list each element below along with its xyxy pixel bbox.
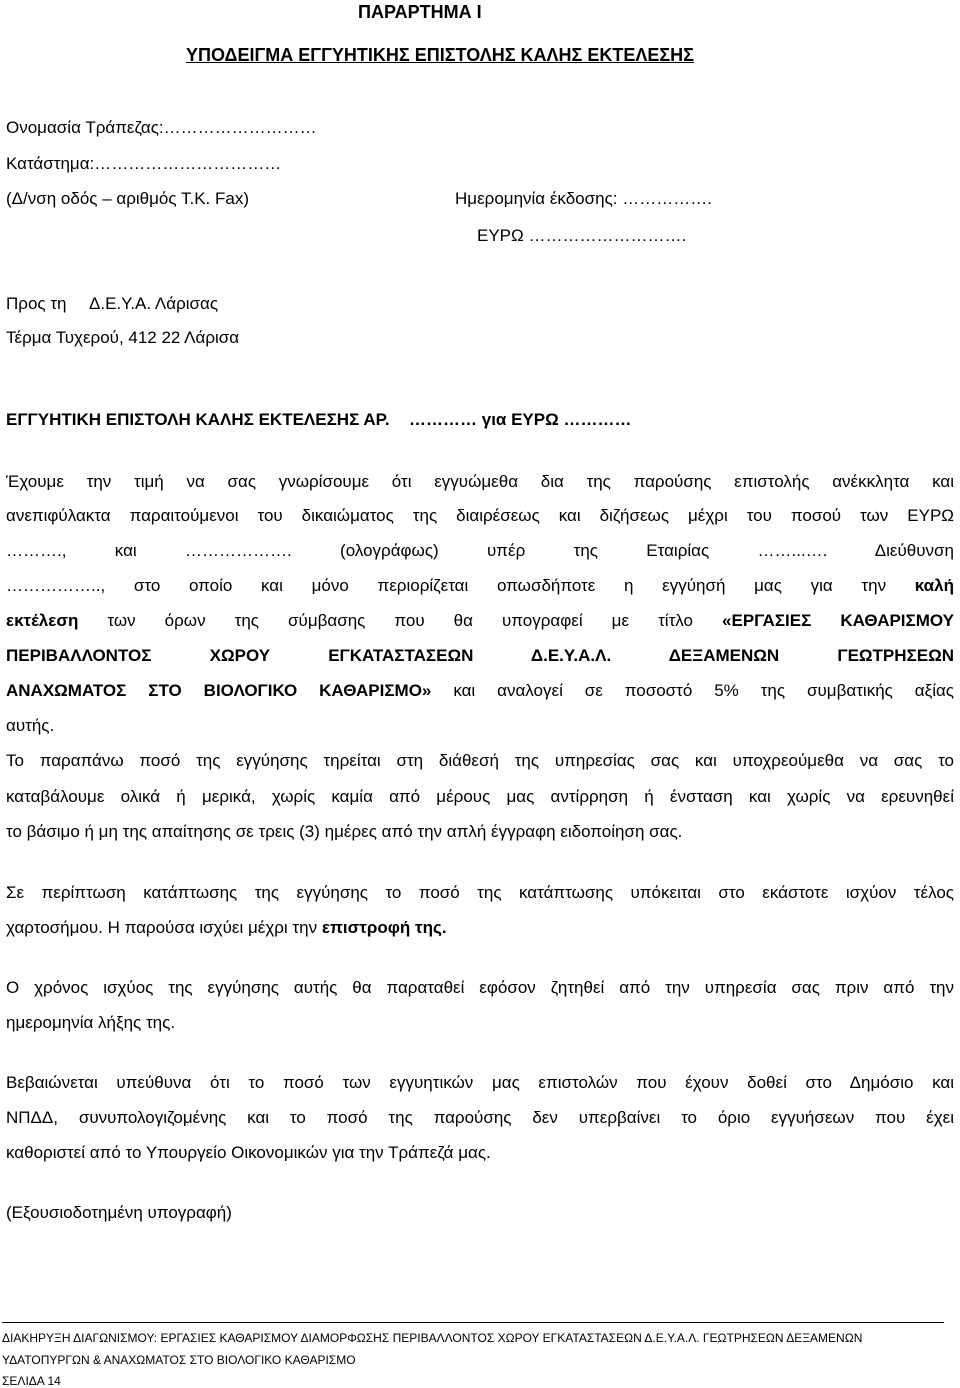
paragraph2-line3: το βάσιμο ή μη της απαίτησης σε τρεις (3) ημέρες από την απλή έγγραφη ειδοποίηση σας.: [6, 822, 683, 841]
subject-prefix: ΕΓΓΥΗΤΙΚΗ ΕΠΙΣΤΟΛΗ ΚΑΛΗΣ ΕΚΤΕΛΕΣΗΣ ΑΡ.: [6, 410, 390, 429]
paragraph1-line1: Έχουμε την τιμή να σας γνωρίσουμε ότι εγγυώμεθα δια της παρούσης επιστολής ανέκκλητα και: [6, 472, 954, 491]
bank-name-label: Ονομασία Τράπεζας:: [6, 118, 164, 137]
paragraph2-line2: καταβάλουμε ολικά ή μερικά, χωρίς καμία από μέρους μας αντίρρηση ή ένσταση και χωρίς να ερευνηθεί: [6, 787, 954, 806]
paragraph3-line1: Σε περίπτωση κατάπτωσης της εγγύησης το ποσό της κατάπτωσης υπόκειται στο εκάστοτε ισχύον τέλος: [6, 883, 954, 902]
paragraph3-line2-text: χαρτοσήμου. Η παρούσα ισχύει μέχρι την: [6, 918, 318, 937]
branch-label: Κατάστημα:: [6, 154, 95, 173]
paragraph1-line5-text: των όρων της σύμβασης που θα υπογραφεί με τίτλο: [107, 611, 693, 630]
paragraph1-line4: [6, 576, 954, 596]
footer-page: [2, 1374, 61, 1388]
recipient-line: [6, 294, 218, 314]
footer-rule: [2, 1322, 944, 1323]
paragraph1-line2: ανεπιφύλακτα παραιτούμενοι του δικαιώματος της διαιρέσεως και διζήσεως μέχρι του ποσού των ΕΥΡΩ: [6, 506, 954, 525]
paragraph1-line3: ………., και ………………. (ολογράφως) υπέρ της Εταιρίας ……...…. Διεύθυνση: [6, 541, 954, 560]
subject-rest: ………… για ΕΥΡΩ …………: [409, 410, 632, 429]
signature-line: (Εξουσιοδοτημένη υπογραφή): [6, 1203, 232, 1222]
bank-name-line: [6, 118, 317, 138]
paragraph5-line2: ΝΠΔΔ, συνυπολογιζομένης και το ποσό της παρούσης δεν υπερβαίνει το όριο εγγυήσεων που έχει: [6, 1108, 954, 1127]
recipient-to-label: Προς τη: [6, 294, 67, 313]
contract-title-part3: ΑΝΑΧΩΜΑΤΟΣ ΣΤΟ ΒΙΟΛΟΓΙΚΟ ΚΑΘΑΡΙΣΜΟ»: [6, 681, 432, 700]
issue-date-dots: …………….: [622, 189, 712, 208]
return-phrase: επιστροφή της.: [321, 918, 447, 937]
execution-word: εκτέλεση: [6, 611, 79, 630]
document-title: ΥΠΟΔΕΙΓΜΑ ΕΓΓΥΗΤΙΚΗΣ ΕΠΙΣΤΟΛΗΣ ΚΑΛΗΣ ΕΚΤΕΛΕΣΗΣ: [186, 45, 694, 65]
issue-date-label: Ημερομηνία έκδοσης:: [455, 189, 618, 208]
branch-line: [6, 154, 281, 174]
amount-dots: ……………………….: [528, 226, 687, 245]
footer-page-label: ΣΕΛΙΔΑ: [2, 1374, 45, 1388]
issue-date-line: [455, 189, 712, 209]
paragraph1-line8: αυτής.: [6, 716, 55, 735]
branch-dots: ……………………………: [94, 154, 282, 173]
paragraph1-line7-text: και αναλογεί σε ποσοστό 5% της συμβατικής αξίας: [453, 681, 954, 700]
paragraph1-line5: [6, 611, 954, 631]
amount-prefix: ΕΥΡΩ: [477, 226, 524, 245]
paragraph5-line1: Βεβαιώνεται υπεύθυνα ότι το ποσό των εγγυητικών μας επιστολών που έχουν δοθεί στο Δημόσιο και: [6, 1073, 954, 1092]
footer-line1: ΔΙΑΚΗΡΥΞΗ ΔΙΑΓΩΝΙΣΜΟΥ: ΕΡΓΑΣΙΕΣ ΚΑΘΑΡΙΣΜΟΥ ΔΙΑΜΟΡΦΩΣΗΣ ΠΕΡΙΒΑΛΛΟΝΤΟΣ ΧΩΡΟΥ ΕΓΚΑΤΑΣΤΑΣΕΩΝ Δ.Ε.Υ.Α.Λ. ΓΕΩΤΡΗΣΕΩΝ ΔΕΞΑΜΕΝΩΝ: [2, 1331, 863, 1345]
paragraph1-line7: [6, 681, 954, 701]
annex-heading: ΠΑΡΑΡΤΗΜΑ Ι: [358, 2, 482, 22]
contract-title-part2: ΠΕΡΙΒΑΛΛΟΝΤΟΣ ΧΩΡΟΥ ΕΓΚΑΤΑΣΤΑΣΕΩΝ Δ.Ε.Υ.Α.Λ. ΔΕΞΑΜΕΝΩΝ ΓΕΩΤΡΗΣΕΩΝ: [6, 646, 954, 665]
subject-line: [6, 410, 631, 430]
paragraph4-line2: ημερομηνία λήξης της.: [6, 1013, 176, 1032]
paragraph5-line3: καθοριστεί από το Υπουργείο Οικονομικών για την Τράπεζά μας.: [6, 1143, 491, 1162]
paragraph3-line2: [6, 918, 447, 938]
recipient-org: Δ.Ε.Υ.Α. Λάρισας: [89, 294, 219, 313]
footer-page-number: 14: [47, 1374, 61, 1388]
recipient-address: Τέρμα Τυχερού, 412 22 Λάρισα: [6, 328, 240, 347]
amount-line: [477, 226, 686, 246]
contract-title-part1: «ΕΡΓΑΣΙΕΣ ΚΑΘΑΡΙΣΜΟΥ: [722, 611, 954, 630]
bank-address: (Δ/νση οδός – αριθμός Τ.Κ. Fax): [6, 189, 249, 208]
footer-line2: ΥΔΑΤΟΠΥΡΓΩΝ & ΑΝΑΧΩΜΑΤΟΣ ΣΤΟ ΒΙΟΛΟΓΙΚΟ ΚΑΘΑΡΙΣΜΟ: [2, 1353, 356, 1367]
paragraph1-line4-text: …………….., στο οποίο και μόνο περιορίζεται οπωσδήποτε η εγγύησή μας για την: [6, 576, 887, 595]
paragraph4-line1: Ο χρόνος ισχύος της εγγύησης αυτής θα παραταθεί εφόσον ζητηθεί από την υπηρεσία σας πριν από την: [6, 978, 954, 997]
paragraph2-line1: Το παραπάνω ποσό της εγγύησης τηρείται στη διάθεσή της υπηρεσίας σας και υποχρεούμεθα να σας το: [6, 751, 954, 770]
bank-name-dots: ………………………: [163, 118, 317, 137]
good-word: καλή: [914, 576, 954, 595]
